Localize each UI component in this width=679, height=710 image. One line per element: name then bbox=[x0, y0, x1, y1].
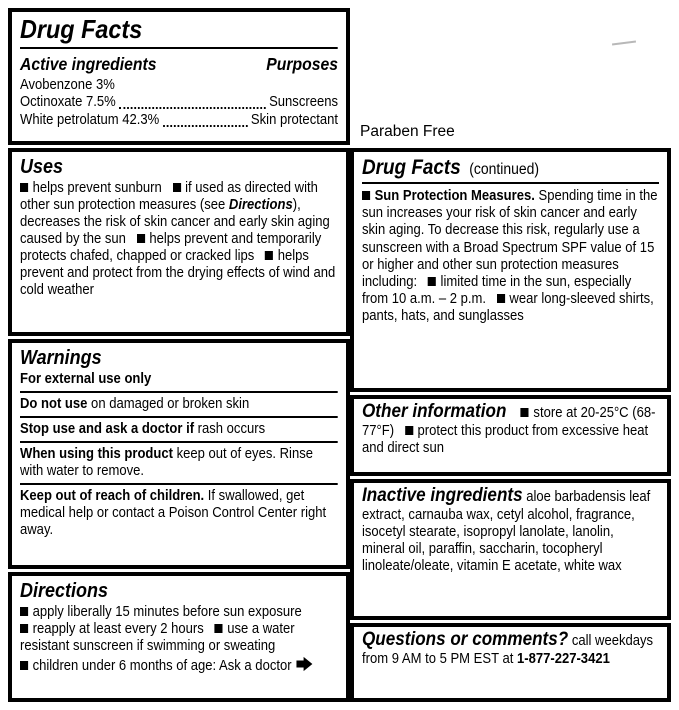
warnings-stop-use: Stop use and ask a doctor if rash occurs bbox=[20, 420, 266, 437]
section-rule bbox=[20, 483, 338, 485]
section-rule bbox=[20, 391, 338, 393]
uses-text: helps prevent sunburn if used as directed with other sun protection measures (see Directions), decreases the risk of skin cancer and early skin aging caused by the sun helps prevent and temporarily protects chafed, chapped or cracked lips helps prevent and protect from the drying effects of wind and cold weather bbox=[20, 179, 336, 299]
questions-comments-text: call weekdays from 9 AM to 5 PM EST at 1-877-227-3421 bbox=[362, 633, 654, 667]
directions-text: apply liberally 15 minutes before sun exposure reapply at least every 2 hours use a water resistant sunscreen if swimming or sweating children under 6 months of age: Ask a doctor bbox=[20, 604, 338, 674]
drug-facts-title: Drug Facts bbox=[20, 14, 143, 44]
section-rule bbox=[20, 416, 338, 418]
questions-comments-heading: Questions or comments? bbox=[362, 629, 569, 650]
bullet-square-icon bbox=[173, 183, 181, 192]
continued-title-row bbox=[362, 155, 659, 180]
purposes-heading: Purposes bbox=[266, 53, 338, 74]
other-information-panel bbox=[350, 395, 671, 476]
bullet-square-icon bbox=[521, 408, 529, 417]
ingredient-purpose: Skin protectant bbox=[250, 111, 338, 128]
section-rule bbox=[20, 441, 338, 443]
bullet-square-icon bbox=[20, 624, 28, 633]
uses-panel bbox=[8, 148, 350, 336]
ingredient-purpose: Sunscreens bbox=[269, 94, 338, 111]
bullet-square-icon bbox=[405, 426, 413, 435]
continued-suffix: (continued) bbox=[469, 161, 540, 178]
bullet-square-icon bbox=[137, 234, 145, 243]
drug-facts-panel bbox=[8, 8, 350, 145]
ingredient-name: Octinoxate 7.5% bbox=[20, 94, 116, 111]
inactive-ingredients-panel bbox=[350, 479, 671, 620]
heading-rule bbox=[20, 47, 338, 49]
warnings-heading: Warnings bbox=[20, 346, 102, 369]
bullet-square-icon bbox=[497, 294, 505, 303]
directions-heading: Directions bbox=[20, 580, 109, 603]
directions-panel bbox=[8, 572, 350, 702]
bullet-square-icon bbox=[362, 191, 370, 200]
warnings-external-use: For external use only bbox=[20, 370, 152, 387]
drug-facts-continued-panel bbox=[350, 148, 671, 392]
sun-protection-text: Sun Protection Measures. Spending time in the sun increases your risk of skin cancer and early skin aging. To decrease this risk, regularly use a sunscreen with a Broad Spectrum SPF value of 15 or higher and other sun protection measures including: limited time in the sun, especially from 10 a.m. – 2 p.m. wear long-sleeved shirts, pants, hats, and sunglasses bbox=[362, 188, 658, 324]
inactive-ingredients-text: aloe barbadensis leaf extract, carnauba wax, cetyl alcohol, fragrance, isocetyl stearate, isopropyl lanolate, lanolin, mineral oil, paraffin, saccharin, tocopheryl linoleate/oleate, vitamin E acetate, white wax bbox=[362, 489, 651, 575]
heading-rule bbox=[362, 182, 659, 184]
bullet-square-icon bbox=[428, 277, 436, 286]
warnings-do-not-use: Do not use on damaged or broken skin bbox=[20, 395, 250, 412]
left-column bbox=[8, 8, 350, 702]
ingredient-row bbox=[20, 77, 338, 95]
continued-arrow-icon bbox=[296, 656, 312, 672]
bullet-square-icon bbox=[20, 183, 28, 192]
paraben-free-label bbox=[350, 8, 671, 148]
ingredient-name: Avobenzone 3% bbox=[20, 76, 115, 93]
bullet-square-icon bbox=[20, 661, 28, 670]
right-column bbox=[350, 8, 671, 702]
uses-heading: Uses bbox=[20, 155, 64, 178]
ingredient-row bbox=[20, 94, 338, 112]
warnings-keep-out-of-reach: Keep out of reach of children. If swallowed, get medical help or contact a Poison Control Center right away. bbox=[20, 488, 327, 539]
active-ingredients-heading: Active ingredients bbox=[20, 53, 157, 74]
ingredient-name: White petrolatum 42.3% bbox=[20, 111, 160, 128]
drug-facts-continued-title: Drug Facts bbox=[362, 156, 461, 179]
ingredient-row bbox=[20, 112, 338, 130]
bullet-square-icon bbox=[20, 607, 28, 616]
questions-comments-panel bbox=[350, 623, 671, 702]
inactive-ingredients-heading: Inactive ingredients bbox=[362, 485, 523, 506]
bullet-square-icon bbox=[265, 251, 273, 260]
leader-dots bbox=[119, 107, 265, 109]
leader-dots bbox=[163, 125, 247, 127]
warnings-when-using: When using this product keep out of eyes. Rinse with water to remove. bbox=[20, 445, 313, 479]
paraben-free-text: Paraben Free bbox=[360, 123, 455, 140]
other-information-text: store at 20-25°C (68-77°F) protect this product from excessive heat and direct sun bbox=[362, 405, 656, 456]
ingredients-header-row bbox=[20, 53, 338, 77]
warnings-panel bbox=[8, 339, 350, 570]
other-information-heading: Other information bbox=[362, 401, 507, 422]
bullet-square-icon bbox=[215, 624, 223, 633]
